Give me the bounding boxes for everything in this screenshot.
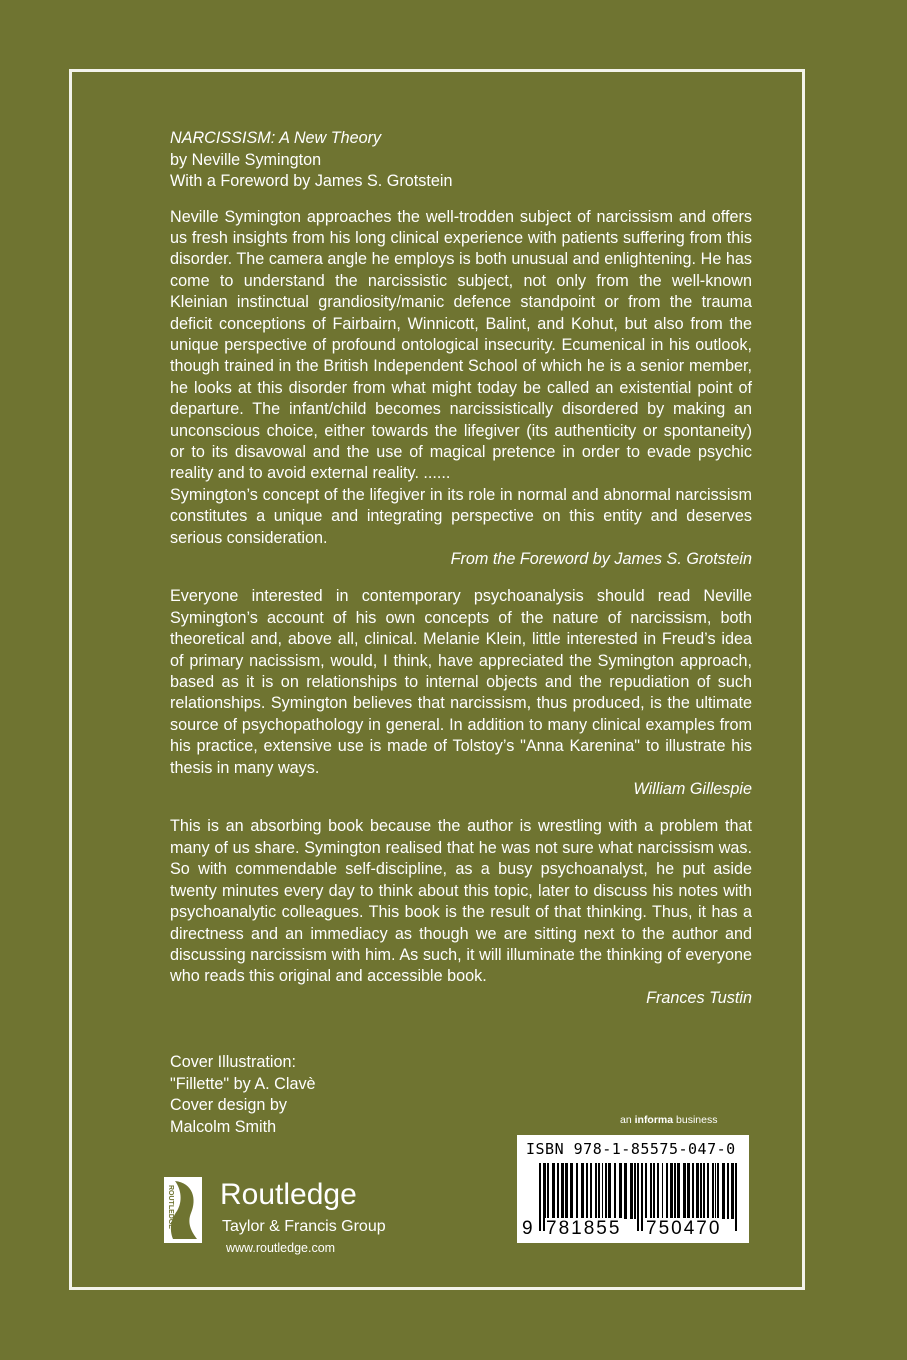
barcode-bar-10: [581, 1163, 584, 1219]
barcode-bar-42: [715, 1163, 716, 1219]
barcode-bar-37: [696, 1163, 699, 1219]
barcode-bar-34: [683, 1163, 686, 1219]
barcode-bar-31: [670, 1163, 673, 1219]
blurb-3-attribution: Frances Tustin: [646, 988, 752, 1007]
credit-line-3: Cover design by: [170, 1096, 287, 1114]
informa-brand: informa: [634, 1114, 674, 1126]
barcode-bar-41: [712, 1163, 714, 1219]
barcode-digit-group-2: 750470: [646, 1218, 722, 1239]
barcode-bar-20: [624, 1163, 627, 1219]
barcode-digits: [521, 1218, 745, 1240]
barcode-bar-22: [634, 1163, 636, 1219]
barcode-digit-first: 9: [522, 1218, 533, 1239]
barcode-digit-group-1: 781855: [546, 1218, 622, 1239]
book-title: NARCISSISM: A New Theory: [170, 129, 382, 147]
barcode-bar-13: [595, 1163, 597, 1219]
barcode-bar-21: [630, 1163, 633, 1219]
barcode-bar-3: [547, 1163, 549, 1219]
cover-credits: [170, 1052, 316, 1138]
barcode-bar-32: [674, 1163, 676, 1219]
title-block: [170, 128, 752, 193]
barcode-bar-4: [552, 1163, 555, 1219]
back-cover-text: [170, 128, 752, 1025]
blurb-2-attribution: William Gillespie: [633, 780, 752, 799]
barcode-bar-11: [586, 1163, 588, 1219]
barcode-bar-28: [657, 1163, 659, 1219]
publisher-name: Routledge: [220, 1178, 357, 1211]
publisher-website: www.routledge.com: [226, 1241, 336, 1255]
barcode-bar-45: [727, 1163, 729, 1219]
barcode-bar-8: [570, 1163, 573, 1219]
barcode-bar-30: [666, 1163, 668, 1219]
blurb-1-attribution: From the Foreword by James S. Grotstein: [450, 550, 752, 568]
blurb-3-text: This is an absorbing book because the author is wrestling with a problem that many of us share. Symington realised that he was not sure what narcissism was. So with commendable self-discipline, as a busy psychoanalyst, he put aside twenty minutes every day to think about this topic, later to discuss his notes with psychoanalytic colleagues. This book is the result of that thinking. Thus, it has a directness and an immediacy as though we are sitting next to the author and discussing narcissism with him. As such, it will illuminate the thinking of everyone who reads this original and accessible book.: [170, 817, 752, 986]
barcode-bar-19: [619, 1163, 622, 1219]
barcode-bar-16: [605, 1163, 607, 1219]
barcode-bar-38: [700, 1163, 702, 1219]
barcode-bar-25: [645, 1163, 647, 1219]
barcode-bar-12: [590, 1163, 592, 1219]
barcode-bar-46: [731, 1163, 734, 1219]
routledge-logo-icon: [163, 1175, 203, 1245]
barcode-bar-2: [545, 1163, 546, 1219]
barcode-bar-18: [614, 1163, 616, 1219]
blurb-1-text: Neville Symington approaches the well-trodden subject of narcissism and offers us fresh insights from his long clinical experience with patients suffering from this disorder. The camera angle he employs is both unusual and enlightening. He has come to understand the narcissistic subject, not only from the well-known Kleinian instinctual grandiosity/manic defence standpoint or from the trauma deficit conceptions of Fairbairn, Winnicott, Balint, and Kohut, but also from the unique perspective of profound ontological insecurity. Ecumenical in his outlook, though trained in the British Independent School of which he is a senior member, he looks at this disorder from what might today be called an existential point of departure. The infant/child becomes narcissistically disordered by making an unconscious choice, either towards the lifegiver (its authenticity or spontaneity) or to its disavowal and the use of magical pretence in order to evade psychic reality and to avoid external reality. ......: [170, 207, 752, 483]
barcode-bar-14: [598, 1163, 600, 1219]
barcode-bar-43: [717, 1163, 719, 1219]
barcode-bar-15: [602, 1163, 603, 1219]
barcode-bar-35: [687, 1163, 690, 1219]
barcode-bar-29: [662, 1163, 663, 1219]
barcode-bar-6: [561, 1163, 564, 1219]
barcode-bar-27: [653, 1163, 655, 1219]
barcode-bar-9: [576, 1163, 578, 1219]
credit-line-2: "Fillette" by A. Clavè: [170, 1074, 316, 1093]
barcode-bar-36: [692, 1163, 694, 1219]
barcode-bar-40: [707, 1163, 709, 1219]
author-line: by Neville Symington: [170, 150, 322, 169]
informa-tagline: [620, 1114, 718, 1126]
logo-text: ROUTLEDGE: [167, 1185, 174, 1229]
informa-suffix: business: [676, 1114, 718, 1126]
barcode-bar-44: [722, 1163, 725, 1219]
barcode-bar-26: [650, 1163, 652, 1219]
publisher-group: Taylor & Francis Group: [222, 1218, 386, 1235]
credit-line-4: Malcolm Smith: [170, 1117, 277, 1136]
barcode-bar-7: [565, 1163, 568, 1219]
blurb-1-text-2: Symington’s concept of the lifegiver in its role in normal and abnormal narcissism constitutes a unique and integrating perspective on this entity and deserves serious consideration.: [170, 485, 752, 547]
barcode-bar-5: [557, 1163, 559, 1219]
barcode-bar-39: [703, 1163, 705, 1219]
barcode-bar-17: [608, 1163, 611, 1219]
informa-prefix: an: [620, 1114, 632, 1126]
barcode-bar-33: [677, 1163, 680, 1219]
blurb-2-text: Everyone interested in contemporary psychoanalysis should read Neville Symington’s account of his own concepts of the nature of narcissism, both theoretical and, above all, clinical. Melanie Klein, little interested in Freud’s idea of primary nacissism, would, I think, have appreciated the Symington approach, based as it is on relationships to internal objects and the repudiation of such relationships. Symington believes that narcissism, thus produced, is the ultimate source of psychopathology in general. In addition to many clinical examples from his practice, extensive use is made of Tolstoy’s "Anna Karenina" to illustrate his thesis in many ways.: [170, 587, 752, 777]
credit-line-1: Cover Illustration:: [170, 1053, 296, 1071]
isbn-label: ISBN 978-1-85575-047-0: [526, 1140, 736, 1158]
isbn-barcode: [517, 1135, 749, 1243]
foreword-line: With a Foreword by James S. Grotstein: [170, 172, 453, 190]
